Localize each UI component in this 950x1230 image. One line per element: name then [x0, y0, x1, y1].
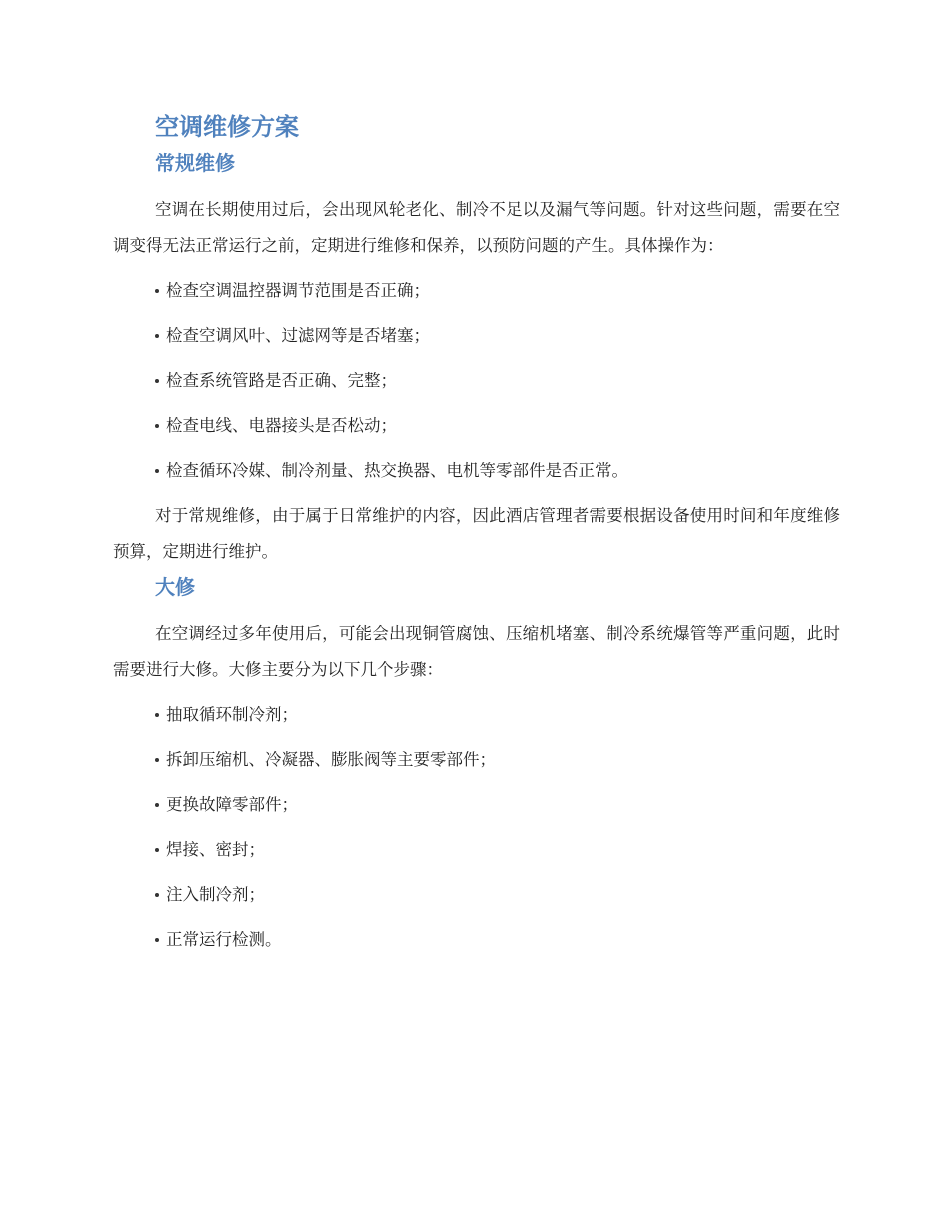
list-item: [155, 697, 840, 733]
list-item-text: 焊接、密封；: [166, 840, 265, 859]
list-item-text: 注入制冷剂；: [166, 885, 265, 904]
list-item: [155, 922, 840, 958]
list-item: [155, 318, 840, 354]
list-item: [155, 877, 840, 913]
list-item-text: 检查空调风叶、过滤网等是否堵塞；: [166, 326, 430, 345]
document-title: 空调维修方案: [155, 113, 299, 141]
section-intro-paragraph: 在空调经过多年使用后，可能会出现铜管腐蚀、压缩机堵塞、制冷系统爆管等严重问题，此时需要进行大修。大修主要分为以下几个步骤：: [113, 624, 840, 679]
bullet-icon: [155, 713, 159, 717]
list-item: [155, 742, 840, 778]
bullet-icon: [155, 803, 159, 807]
bullet-icon: [155, 848, 159, 852]
list-item: [155, 787, 840, 823]
bullet-icon: [155, 893, 159, 897]
bullet-icon: [155, 289, 159, 293]
bullet-icon: [155, 334, 159, 338]
section-heading-routine-maintenance: 常规维修: [155, 151, 235, 175]
routine-maintenance-list: [113, 273, 840, 489]
list-item: [155, 273, 840, 309]
bullet-icon: [155, 424, 159, 428]
list-item: [155, 832, 840, 868]
section-intro-paragraph: 空调在长期使用过后，会出现风轮老化、制冷不足以及漏气等问题。针对这些问题，需要在空调变得无法正常运行之前，定期进行维修和保养，以预防问题的产生。具体操作为：: [113, 200, 840, 255]
list-item-text: 检查系统管路是否正确、完整；: [166, 371, 397, 390]
bullet-icon: [155, 469, 159, 473]
bullet-icon: [155, 938, 159, 942]
list-item: [155, 453, 840, 489]
list-item-text: 检查循环冷媒、制冷剂量、热交换器、电机等零部件是否正常。: [166, 461, 628, 480]
document-body: [113, 108, 840, 967]
list-item-text: 抽取循环制冷剂；: [166, 705, 298, 724]
list-item-text: 检查电线、电器接头是否松动；: [166, 416, 397, 435]
section-closing-paragraph: 对于常规维修，由于属于日常维护的内容，因此酒店管理者需要根据设备使用时间和年度维修预算，定期进行维护。: [113, 506, 840, 561]
list-item-text: 拆卸压缩机、冷凝器、膨胀阀等主要零部件；: [166, 750, 496, 769]
overhaul-steps-list: [113, 697, 840, 958]
list-item: [155, 408, 840, 444]
list-item-text: 检查空调温控器调节范围是否正确；: [166, 281, 430, 300]
section-heading-overhaul: 大修: [155, 575, 195, 599]
bullet-icon: [155, 758, 159, 762]
list-item: [155, 363, 840, 399]
list-item-text: 更换故障零部件；: [166, 795, 298, 814]
list-item-text: 正常运行检测。: [166, 930, 282, 949]
bullet-icon: [155, 379, 159, 383]
